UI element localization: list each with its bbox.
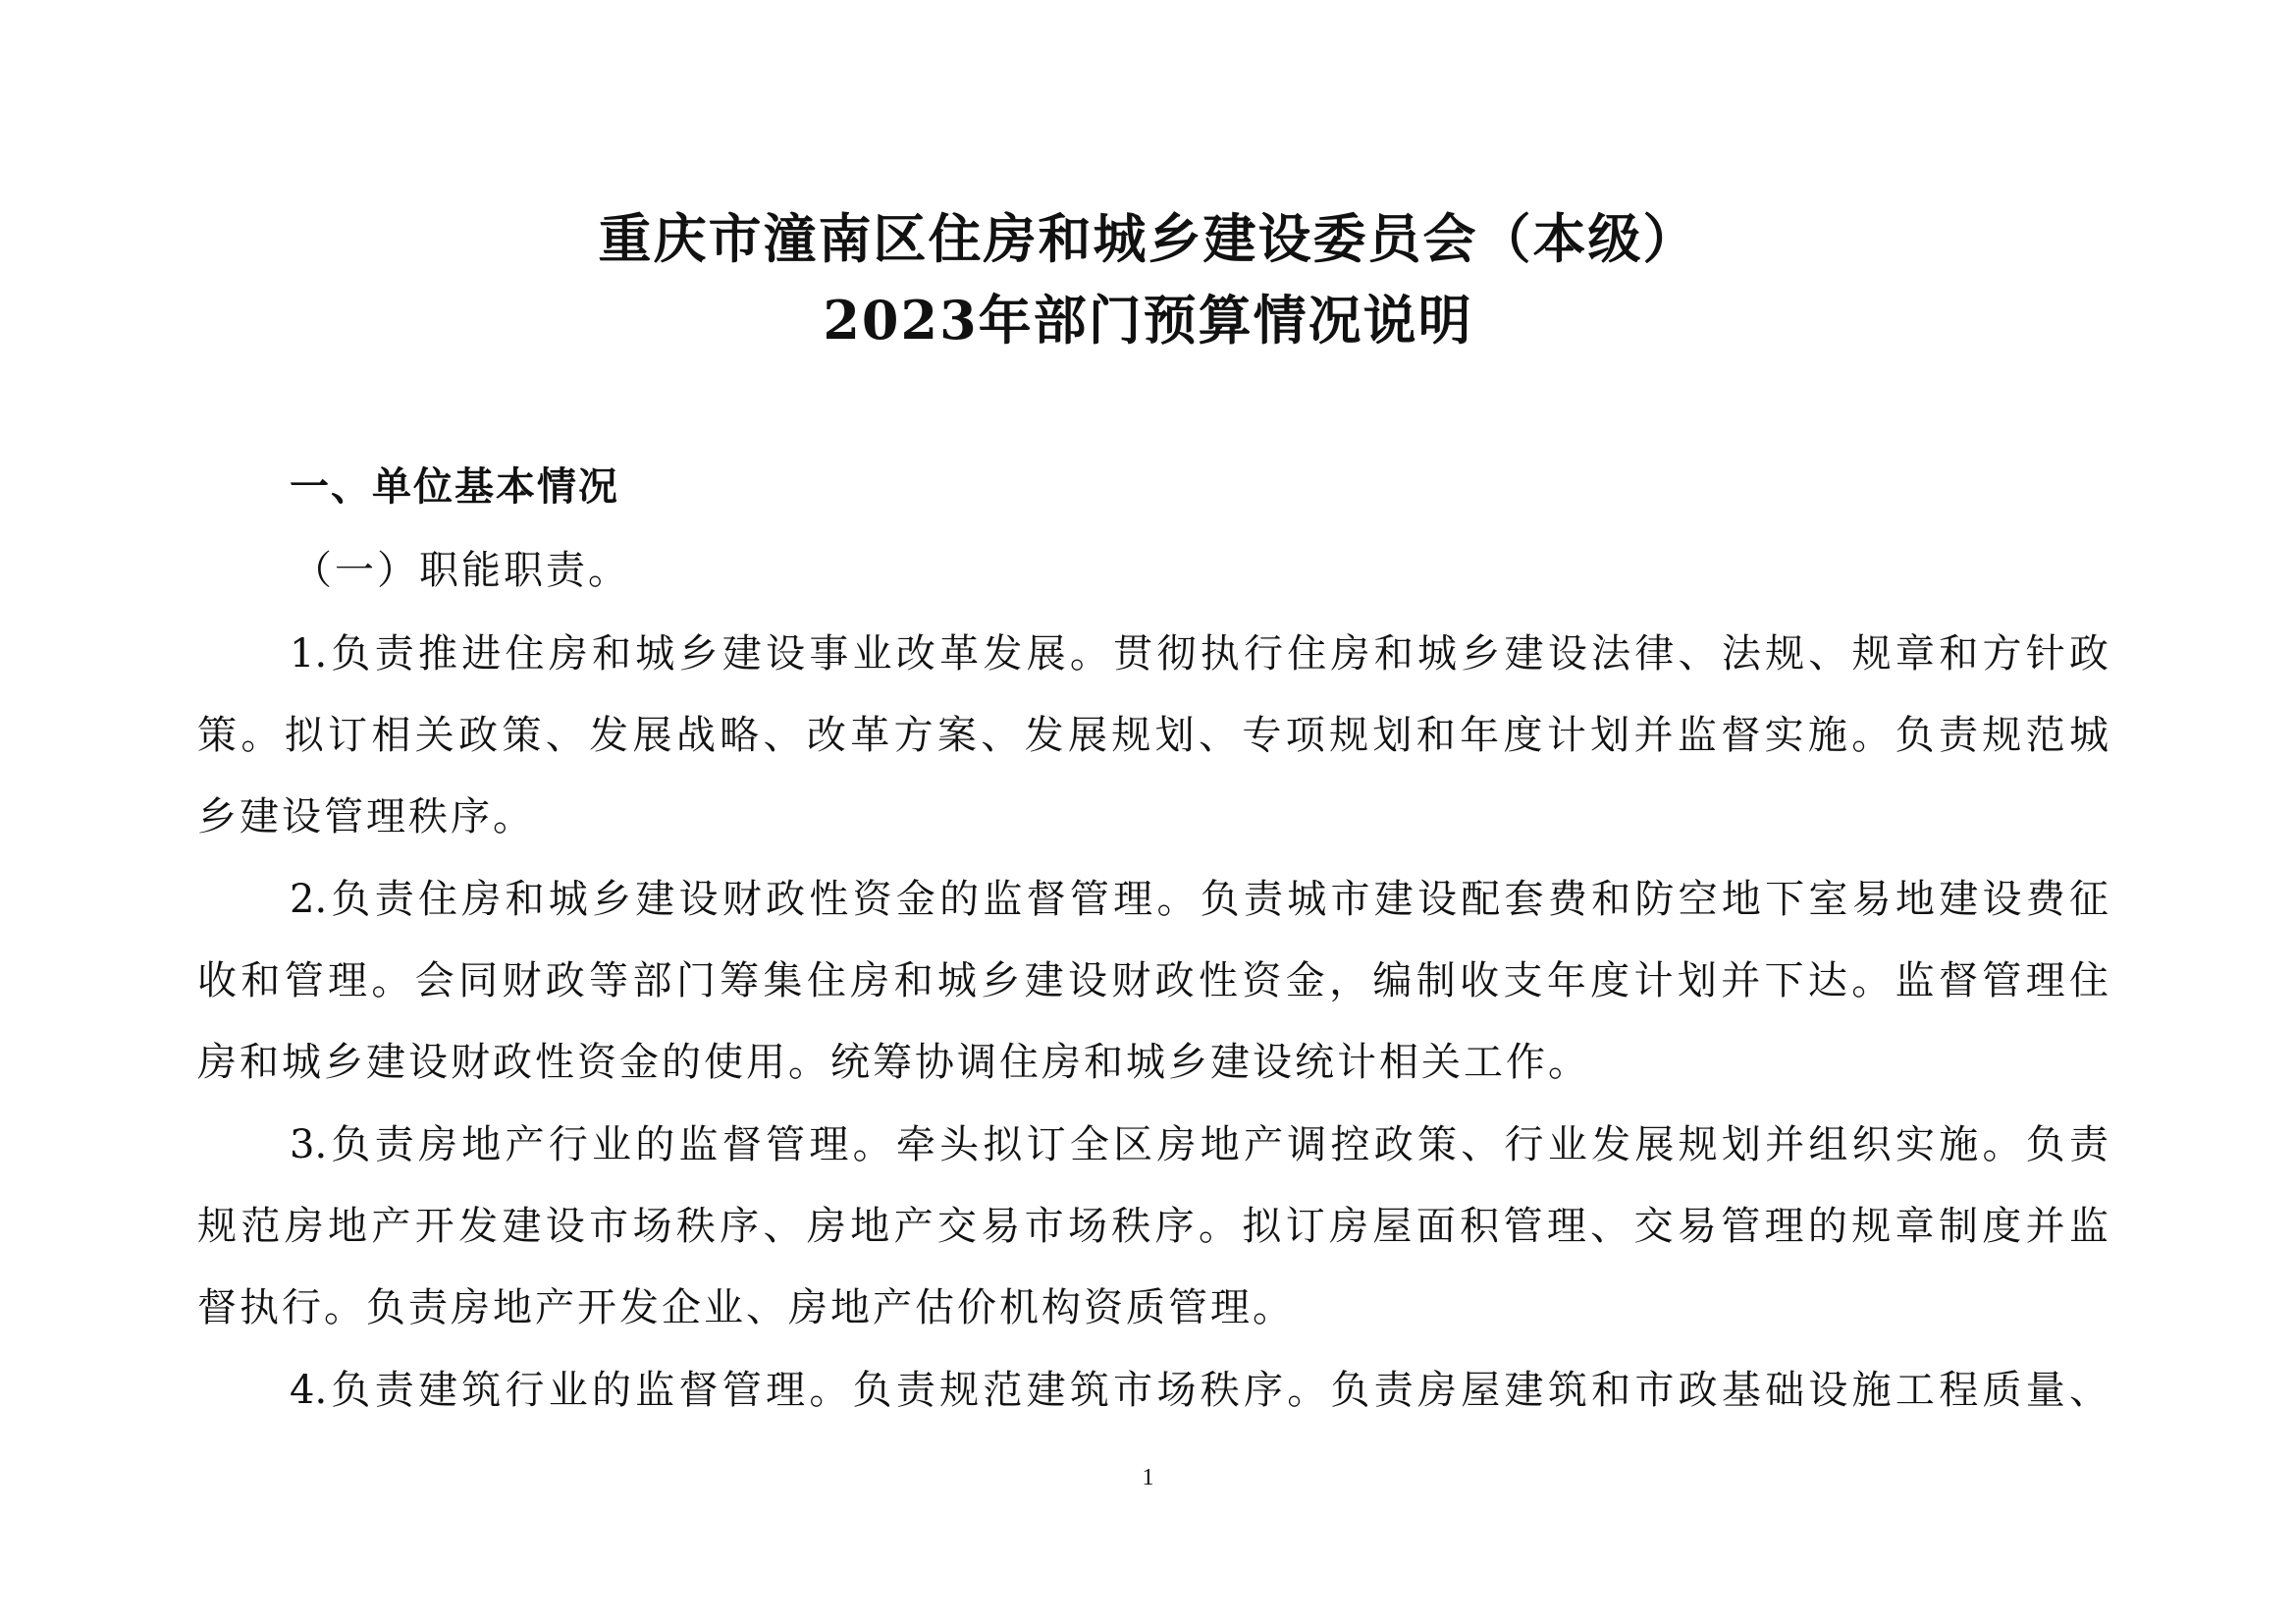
subsection-heading: （一）职能职责。 bbox=[293, 548, 630, 593]
paragraph-1-line-3: 乡建设管理秩序。 bbox=[197, 794, 535, 839]
paragraph-3-line-1: 3.负责房地产行业的监督管理。牵头拟订全区房地产调控政策、行业发展规划并组织实施。负责 bbox=[290, 1122, 2109, 1167]
page-number: 1 bbox=[1142, 1465, 1154, 1490]
paragraph-1-line-2: 策。拟订相关政策、发展战略、改革方案、发展规划、专项规划和年度计划并监督实施。负责规范城 bbox=[197, 713, 2109, 758]
section-heading: 一、单位基本情况 bbox=[290, 464, 619, 510]
paragraph-4-line-1: 4.负责建筑行业的监督管理。负责规范建筑市场秩序。负责房屋建筑和市政基础设施工程质量、 bbox=[290, 1368, 2109, 1413]
paragraph-1-line-1: 1.负责推进住房和城乡建设事业改革发展。贯彻执行住房和城乡建设法律、法规、规章和方针政 bbox=[290, 631, 2109, 677]
document-title-line2: 2023年部门预算情况说明 bbox=[823, 289, 1473, 352]
paragraph-2-line-3: 房和城乡建设财政性资金的使用。统筹协调住房和城乡建设统计相关工作。 bbox=[197, 1040, 1590, 1085]
paragraph-3-line-2: 规范房地产开发建设市场秩序、房地产交易市场秩序。拟订房屋面积管理、交易管理的规章制度并监 bbox=[197, 1204, 2109, 1249]
paragraph-3-line-3: 督执行。负责房地产开发企业、房地产估价机构资质管理。 bbox=[197, 1285, 1295, 1330]
paragraph-2-line-2: 收和管理。会同财政等部门筹集住房和城乡建设财政性资金，编制收支年度计划并下达。监督管理住 bbox=[197, 958, 2109, 1003]
document-title-line1: 重庆市潼南区住房和城乡建设委员会（本级） bbox=[598, 207, 1698, 270]
paragraph-2-line-1: 2.负责住房和城乡建设财政性资金的监督管理。负责城市建设配套费和防空地下室易地建设费征 bbox=[290, 877, 2109, 922]
